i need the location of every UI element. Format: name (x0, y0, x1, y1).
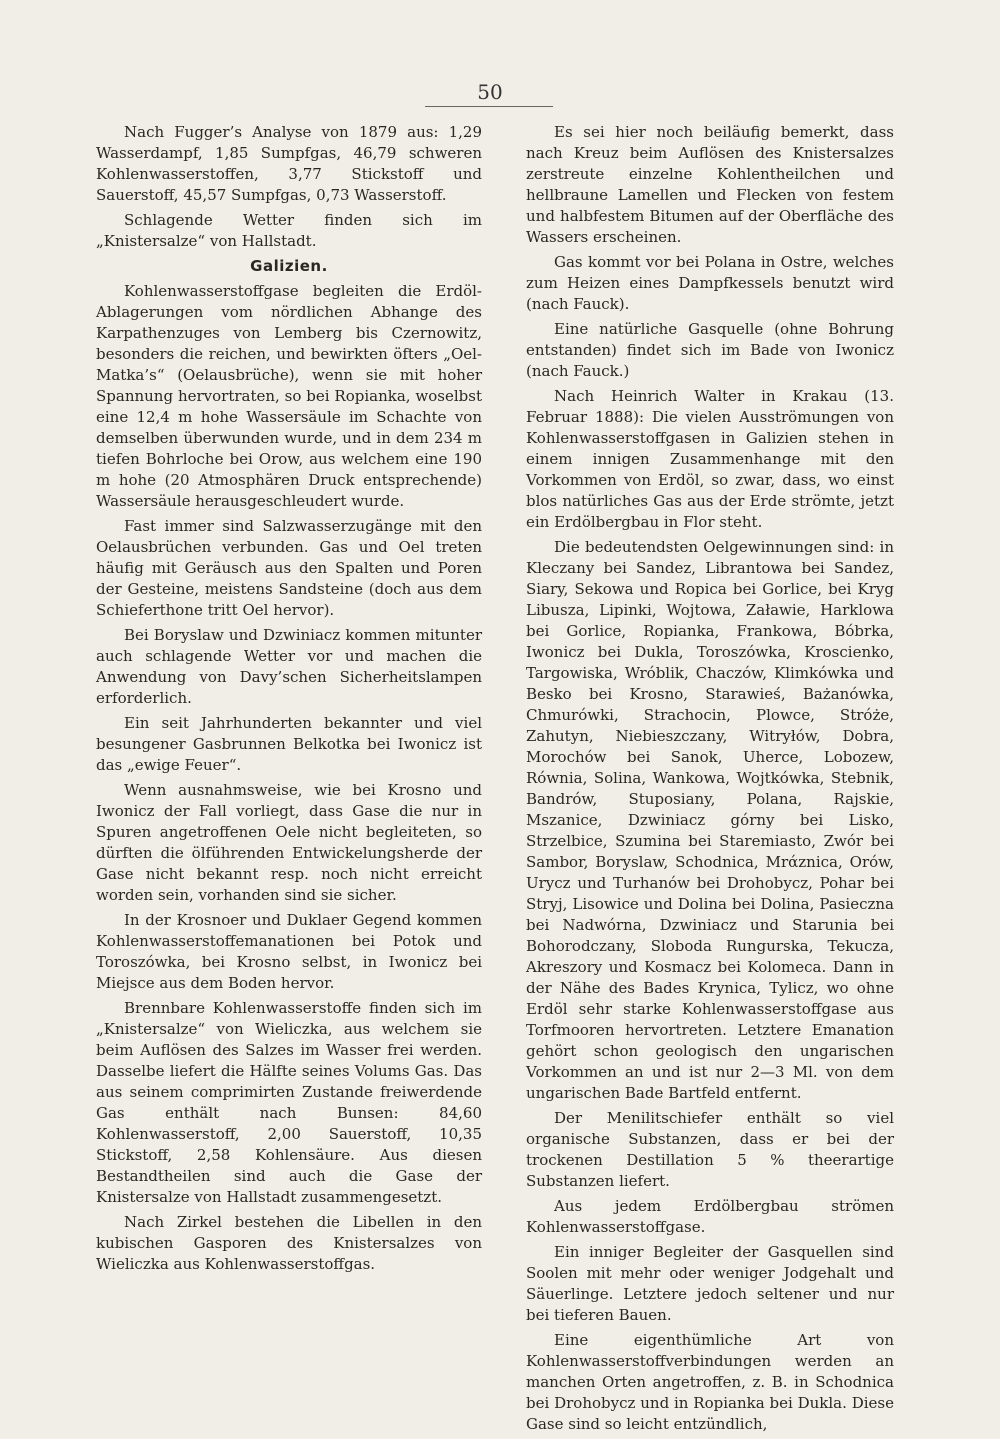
paragraph: Kohlenwasserstoffgase begleiten die Erdöl-Ablagerungen vom nördlichen Abhange des Karpathenzuges von Lemberg bis Czernowitz, besonders die reichen, und bewirkten öfters „Oel-Matka’s“ (Oelausbrüche), wenn sie mit hoher Spannung hervortraten, so bei Ropianka, woselbst eine 12,4 m hohe Wassersäule im Schachte von demselben überwunden wurde, und in dem 234 m tiefen Bohrloche bei Orow, aus welchem eine 190 m hohe (20 Atmosphären Druck entsprechende) Wassersäule herausgeschleudert wurde. (96, 282, 482, 510)
paragraph: Der Menilitschiefer enthält so viel organische Substanzen, dass er bei der trockenen Destillation 5 % theerartige Substanzen liefert. (526, 1109, 894, 1190)
header-rule (425, 106, 553, 107)
paragraph: Schlagende Wetter finden sich im „Knistersalze“ von Hallstadt. (96, 211, 482, 250)
paragraph: Aus jedem Erdölbergbau strömen Kohlenwasserstoffgase. (526, 1197, 894, 1236)
paragraph: Bei Boryslaw und Dzwiniacz kommen mitunter auch schlagende Wetter vor und machen die Anwendung von Davy’schen Sicherheitslampen erforderlich. (96, 626, 482, 707)
left-column (96, 122, 482, 1279)
section-heading: Galizien. (250, 257, 328, 275)
page-number: 50 (477, 80, 503, 104)
paragraph: Gas kommt vor bei Polana in Ostre, welches zum Heizen eines Dampfkessels benutzt wird (nach Fauck). (526, 253, 894, 313)
paragraph: Nach Heinrich Walter in Krakau (13. Februar 1888): Die vielen Ausströmungen von Kohlenwasserstoffgasen in Galizien stehen in einem innigen Zusammenhange mit den Vorkommen von Erdöl, so zwar, dass, wo einst blos natürliches Gas aus der Erde strömte, jetzt ein Erdölbergbau in Flor steht. (526, 387, 894, 531)
paragraph: Es sei hier noch beiläufig bemerkt, dass nach Kreuz beim Auflösen des Knistersalzes zerstreute einzelne Kohlentheilchen und hellbraune Lamellen und Flecken von festem und halbfestem Bitumen auf der Oberfläche des Wassers erscheinen. (526, 123, 894, 246)
paragraph: Wenn ausnahmsweise, wie bei Krosno und Iwonicz der Fall vorliegt, dass Gase die nur in Spuren angetroffenen Oele nicht begleiteten, so dürften die ölführenden Entwickelungsherde der Gase nicht bekannt resp. noch nicht erreicht worden sein, vorhanden sind sie sicher. (96, 781, 482, 904)
right-column (526, 122, 894, 1439)
paragraph: Brennbare Kohlenwasserstoffe finden sich im „Knistersalze“ von Wieliczka, aus welchem sie beim Auflösen des Salzes im Wasser frei werden. Dasselbe liefert die Hälfte seines Volums Gas. Das aus seinem comprimirten Zustande freiwerdende Gas enthält nach Bunsen: 84,60 Kohlenwasserstoff, 2,00 Sauerstoff, 10,35 Stickstoff, 2,58 Kohlensäure. Aus diesen Bestandtheilen sind auch die Gase der Knistersalze von Hallstadt zusammengesetzt. (96, 999, 482, 1206)
paragraph: Die bedeutendsten Oelgewinnungen sind: in Kleczany bei Sandez, Librantowa bei Sandez, Siary, Sekowa und Ropica bei Gorlice, bei Kryg Libusza, Lipinki, Wojtowa, Załawie, Harklowa bei Gorlice, Ropianka, Frankowa, Bóbrka, Iwonicz bei Dukla, Toroszówka, Kroscienko, Targowiska, Wróblik, Chaczów, Klimkówka und Besko bei Krosno, Starawieś, Bażanówka, Chmurówki, Strachocin, Plowce, Stróże, Zahutyn, Niebieszczany, Witryłów, Dobra, Morochów bei Sanok, Uherce, Lobozew, Równia, Solina, Wankowa, Wojtkówka, Stebnik, Bandrów, Stuposiany, Polana, Rajskie, Mszanice, Dzwiniacz górny bei Lisko, Strzelbice, Szumina bei Staremiasto, Zwór bei Sambor, Boryslaw, Schodnica, Mrάznica, Orów, Urycz und Turhanów bei Drohobycz, Pohar bei Stryj, Lisowice und Dolina bei Dolina, Pasieczna bei Nadwórna, Dzwiniacz und Starunia bei Bohorodczany, Sloboda Rungurska, Tekucza, Akreszory und Kosmacz bei Kolomeca. Dann in der Nähe des Bades Krynica, Tylicz, wo ohne Erdöl sehr starke Kohlenwasserstoffgase aus Torfmooren hervortreten. Letztere Emanation gehört schon geologisch den ungarischen Vorkommen an und ist nur 2—3 Ml. von dem ungarischen Bade Bartfeld entfernt. (526, 538, 894, 1102)
paragraph: Eine natürliche Gasquelle (ohne Bohrung entstanden) findet sich im Bade von Iwonicz (nach Fauck.) (526, 320, 894, 380)
paragraph: Nach Fugger’s Analyse von 1879 aus: 1,29 Wasserdampf, 1,85 Sumpfgas, 46,79 schweren Kohlenwasserstoffen, 3,77 Stickstoff und Sauerstoff, 45,57 Sumpfgas, 0,73 Wasserstoff. (96, 123, 482, 204)
paragraph: Eine eigenthümliche Art von Kohlenwasserstoffverbindungen werden an manchen Orten angetroffen, z. B. in Schodnica bei Drohobycz und in Ropianka bei Dukla. Diese Gase sind so leicht entzündlich, (526, 1331, 894, 1433)
paragraph: Ein seit Jahrhunderten bekannter und viel besungener Gasbrunnen Belkotka bei Iwonicz ist das „ewige Feuer“. (96, 714, 482, 774)
paragraph: Nach Zirkel bestehen die Libellen in den kubischen Gasporen des Knistersalzes von Wieliczka aus Kohlenwasserstoffgas. (96, 1213, 482, 1273)
paragraph: In der Krosnoer und Duklaer Gegend kommen Kohlenwasserstoffemanationen bei Potok und Toroszówka, bei Krosno selbst, in Iwonicz bei Miejsce aus dem Boden hervor. (96, 911, 482, 992)
paragraph: Fast immer sind Salzwasserzugänge mit den Oelausbrüchen verbunden. Gas und Oel treten häufig mit Geräusch aus den Spalten und Poren der Gesteine, meistens Sandsteine (doch aus dem Schieferthone tritt Oel hervor). (96, 517, 482, 619)
paragraph: Ein inniger Begleiter der Gasquellen sind Soolen mit mehr oder weniger Jodgehalt und Säuerlinge. Letztere jedoch seltener und nur bei tieferen Bauen. (526, 1243, 894, 1324)
